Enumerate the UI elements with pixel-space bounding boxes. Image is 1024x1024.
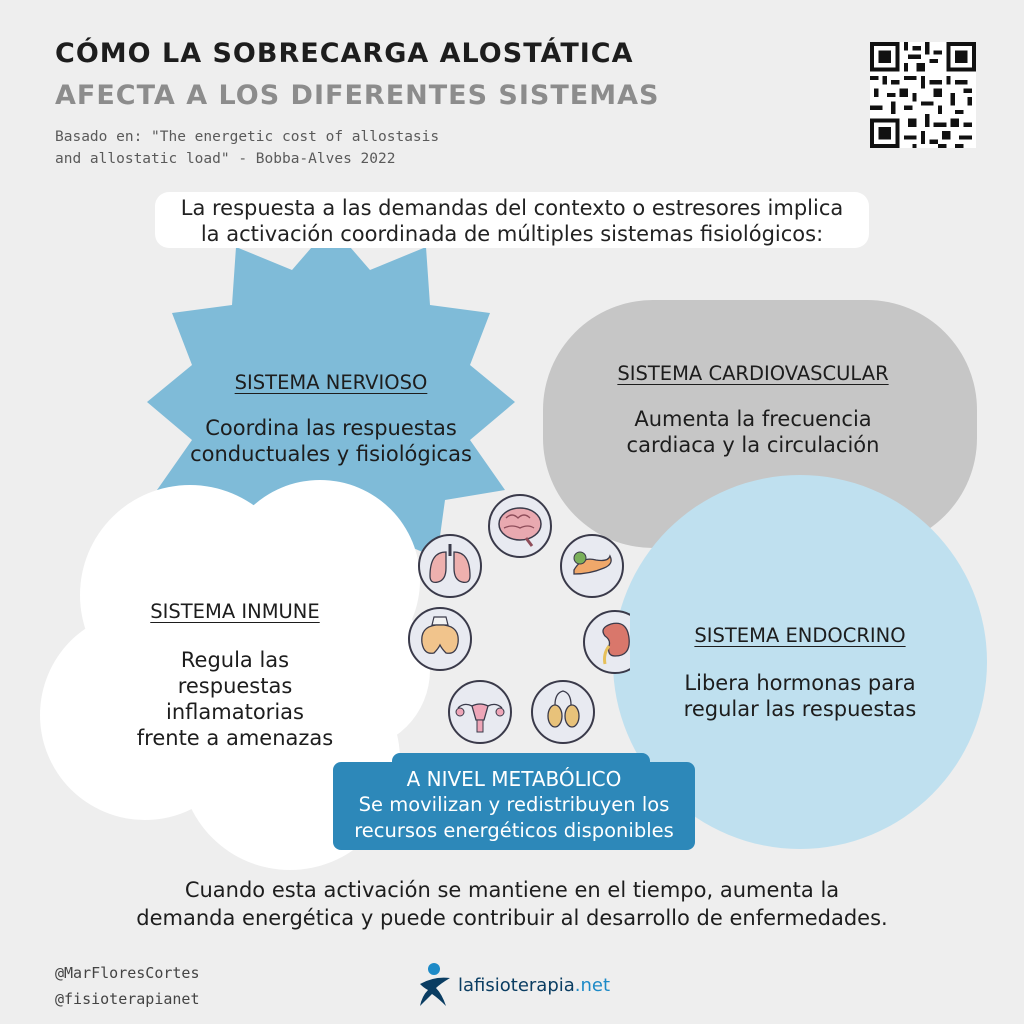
testes-icon [532,681,594,743]
organ-ring [400,490,630,750]
metabolic-line: Se movilizan y redistribuyen los [358,793,670,816]
conclusion-text: Cuando esta activación se mantiene en el tiempo, aumenta la demanda energética y puede contribuir al desarrollo de enfermedades. [136,878,888,930]
source-citation [55,126,525,170]
runner-logo-icon [418,962,454,1008]
intro-line: La respuesta a las demandas del contexto o estresores implica [180,196,844,220]
site-logo[interactable] [418,962,618,1008]
author-handle[interactable]: @MarFloresCortes [55,964,200,982]
site-handle[interactable]: @fisioterapianet [55,990,200,1008]
immune-system-description: Regula las respuestas inflamatorias frente a amenazas [136,648,334,750]
nervous-system-title: SISTEMA NERVIOSO [234,371,428,394]
cardiovascular-block [583,362,923,458]
cardiovascular-title: SISTEMA CARDIOVASCULAR [617,362,889,385]
endocrine-title: SISTEMA ENDOCRINO [694,624,906,647]
immune-system-block [110,600,360,751]
logo-text: lafisioterapia.net [458,975,611,996]
metabolic-title: A NIVEL METABÓLICO [406,767,622,791]
kidney-icon [584,611,630,673]
metabolic-box [333,762,695,850]
immune-system-title: SISTEMA INMUNE [150,600,320,623]
source-line: and allostatic load" - Bobba-Alves 2022 [55,151,396,167]
page-title: CÓMO LA SOBRECARGA ALOSTÁTICA [55,38,634,69]
metabolic-line: recursos energéticos disponibles [354,819,674,842]
brain-icon [489,495,551,557]
pancreas-icon [561,535,623,597]
nervous-system-block [181,371,481,467]
qr-code-icon[interactable] [870,42,976,148]
intro-box [155,192,869,248]
intro-line: la activación coordinada de múltiples sistemas fisiológicos: [200,222,824,246]
thyroid-icon [409,608,471,670]
nervous-system-description: Coordina las respuestas conductuales y fisiológicas [190,416,472,466]
endocrine-description: Libera hormonas para regular las respuestas [683,671,917,721]
source-line: Basado en: "The energetic cost of allostasis [55,129,440,145]
page-subtitle: AFECTA A LOS DIFERENTES SISTEMAS [55,80,660,111]
uterus-icon [449,681,511,743]
endocrine-block [660,624,940,722]
lungs-icon [419,535,481,597]
cardiovascular-description: Aumenta la frecuencia cardiaca y la circulación [626,407,880,457]
